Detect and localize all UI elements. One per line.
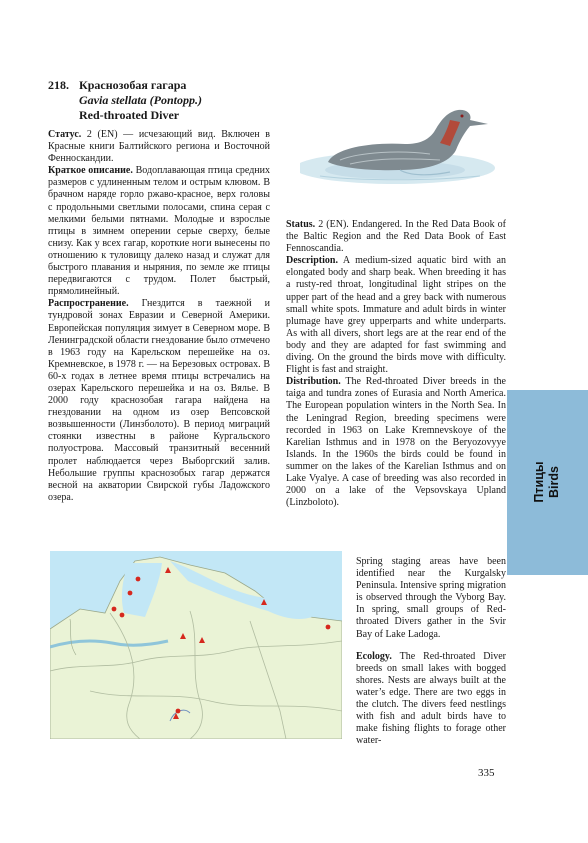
section-tab-birds [507, 390, 588, 575]
ecology-text-en: The Red-throated Diver breeds on small lakes with bogged shores. Nests are always built at the water’s edge. There are two eggs in the clutch. The divers feed nestlings with fish and adult birds have to make fishing flights to forage other water- [356, 650, 506, 747]
title-ru: Краснозобая гагара [79, 78, 187, 92]
russian-text-column [48, 129, 270, 504]
distribution-text-ru: Гнездится в таежной и тундровой зонах Евразии и Северной Америки. Европейская популяция зимует в Северном море. В Ленинградской области гнездование было отмечено в 1963 году на Карельском перешейке на оз. Кремневское, в 1978 г. — на Березовых островах. В 60-х годах в летнее время птицы встречались на озерах Карельского перешейка и на оз. Вялье. В 2000 году краснозобая гагара найдена на гнездовании на одном из озер Вепсовской возвышенности (Линзболото). В период миграций стоянки известны в районе Кургальского полуострова. Массовый транзитный весенний пролет наблюдается через Выборгский залив. Небольшие группы краснозобых гагар держатся весной на акватории Свирской губы Ладожского озера. [48, 298, 270, 503]
distribution-text-en: The Red-throated Diver breeds in the taiga and tundra zones of Eurasia and North America. The European population winters in the North Sea. In the Leningrad Region, breeding specimens were recorded in 1963 on Lake Kremnevskoye of the Karelian Isthmus and in 1978 on the Beryozovyye Islands. In the 1960s the birds could be found in summer on the lakes of the Karelian Isthmus and on Lake Vyalye. A case of breeding was also recorded in 2000 on a lake of the Vepsovskaya Upland (Linzboloto). [286, 376, 506, 509]
distribution-label-en: Distribution. [286, 376, 341, 388]
english-text-continued [356, 546, 506, 757]
title-latin: Gavia stellata (Pontopp.) [79, 93, 202, 107]
section-tab-label [532, 461, 562, 502]
description-label-ru: Краткое описание. [48, 165, 133, 177]
status-text-ru: 2 (EN) — исчезающий вид. Включен в Красные книги Балтийского региона и Восточной Фенноскандии. [48, 129, 270, 165]
section-tab-ru: Птицы [532, 461, 546, 503]
ecology-label-en: Ecology. [356, 650, 392, 662]
species-number: 218. [48, 78, 69, 92]
status-text-en: 2 (EN). Endangered. In the Red Data Book of the Baltic Region and the Red Data Book of East Fennoscandia. [286, 219, 506, 255]
page-number: 335 [478, 767, 495, 779]
distribution-map [50, 551, 342, 739]
distribution-label-ru: Распространение. [48, 298, 129, 310]
description-text-ru: Водоплавающая птица средних размеров с удлиненным телом и острым клювом. В брачном наряде горло ржаво-красное, верх головы с продольными светлыми полосами, спина серая с мелкими белыми пятнами. Молодые и взрослые птицы в зимнем оперении серые сверху, белые снизу. Как у всех гагар, короткие ноги вынесены по отношению к туловищу далеко назад и служат для быстрого плавания и ныряния, по земле же птицы передвигаются с трудом. Полет быстрый, прямолинейный. [48, 165, 270, 298]
status-label-en: Status. [286, 219, 316, 230]
bird-illustration [300, 88, 505, 198]
english-text-column [286, 219, 506, 509]
section-tab-en: Birds [547, 466, 561, 498]
status-label-ru: Статус. [48, 129, 82, 140]
description-text-en: A medium-sized aquatic bird with an elongated body and sharp beak. When breeding it has a rusty-red throat, longitudinal light stripes on the upper part of the head and a grey back with numerous small white spots. Immature and adult birds in winter plumage have grey upperparts and white underparts. As with all divers, short legs are at the rear end of the body and they are adapted for fast swimming and diving. On the ground the birds move with difficulty. Flight is fast and straight. [286, 255, 506, 376]
title-en: Red-throated Diver [79, 108, 180, 122]
description-label-en: Description. [286, 255, 338, 267]
distribution-continued-en: Spring staging areas have been identified near the Kurgalsky Peninsula. Intensive spring migration is observed through the Vyborg Bay. In spring, small groups of Red-throated Divers gather in the Svir Bay of Lake Ladoga. [356, 556, 506, 640]
species-header [48, 78, 288, 123]
